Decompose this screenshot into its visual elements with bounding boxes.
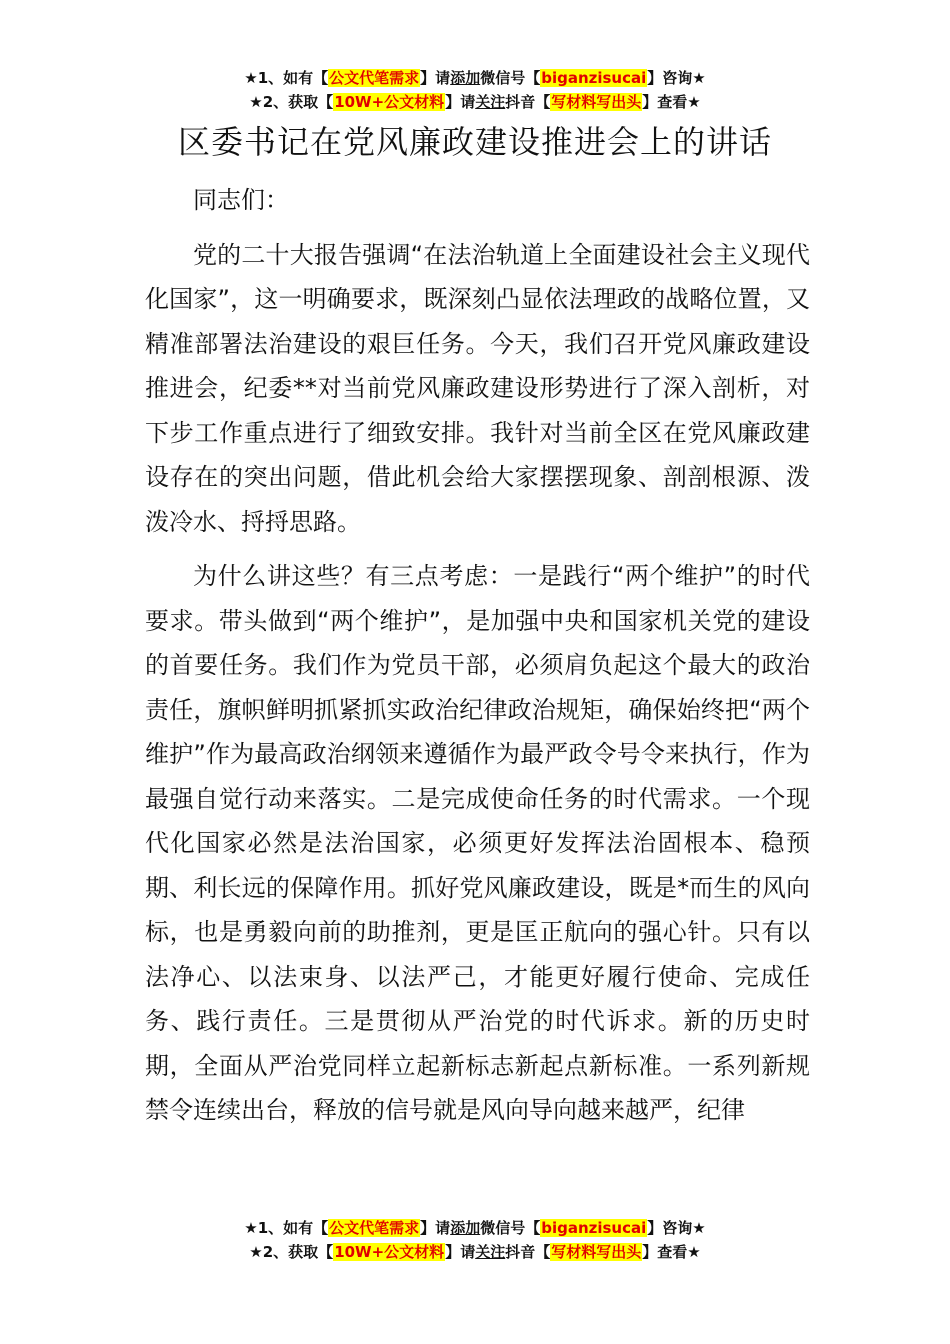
document-body — [145, 178, 810, 1133]
header-promo-banner — [0, 66, 950, 114]
promo-line-2: ★2、获取【10W+公文材料】请关注抖音【写材料写出头】查看★ — [249, 93, 701, 111]
highlight-service: 公文代笔需求 — [329, 1219, 420, 1237]
footer-promo-banner — [0, 1216, 950, 1264]
promo-line-2: ★2、获取【10W+公文材料】请关注抖音【写材料写出头】查看★ — [249, 1243, 701, 1261]
document-title: 区委书记在党风廉政建设推进会上的讲话 — [177, 123, 772, 161]
highlight-materials: 10W+公文材料 — [334, 1243, 445, 1261]
highlight-wechat-id: biganzisucai — [541, 69, 647, 87]
highlight-douyin-account: 写材料写出头 — [551, 1243, 642, 1261]
promo-line-1: ★1、如有【公文代笔需求】请添加微信号【biganzisucai】咨询★ — [244, 69, 706, 87]
highlight-wechat-id: biganzisucai — [541, 1219, 647, 1237]
highlight-douyin-account: 写材料写出头 — [551, 93, 642, 111]
paragraph-2: 为什么讲这些？有三点考虑：一是践行“两个维护”的时代要求。带头做到“两个维护”，是加强中央和国家机关党的建设的首要任务。我们作为党员干部，必须肩负起这个最大的政治责任，旗帜鲜明抓紧抓实政治纪律政治规矩，确保始终把“两个维护”作为最高政治纲领来遵循作为最严政令号令来执行，作为最强自觉行动来落实。二是完成使命任务的时代需求。一个现代化国家必然是法治国家，必须更好发挥法治固根本、稳预期、利长远的保障作用。抓好党风廉政建设，既是*而生的风向标，也是勇毅向前的助推剂，更是匡正航向的强心针。只有以法净心、以法束身、以法严己，才能更好履行使命、完成任务、践行责任。三是贯彻从严治党的时代诉求。新的历史时期，全面从严治党同样立起新标志新起点新标准。一系列新规禁令连续出台，释放的信号就是风向导向越来越严，纪律 — [145, 562, 810, 1124]
highlight-materials: 10W+公文材料 — [334, 93, 445, 111]
paragraph-1: 党的二十大报告强调“在法治轨道上全面建设社会主义现代化国家”，这一明确要求，既深刻凸显依法理政的战略位置，又精准部署法治建设的艰巨任务。今天，我们召开党风廉政建设推进会，纪委**对当前党风廉政建设形势进行了深入剖析，对下步工作重点进行了细致安排。我针对当前全区在党风廉政建设存在的突出问题，借此机会给大家摆摆现象、剖剖根源、泼泼冷水、捋捋思路。 — [145, 240, 810, 536]
highlight-service: 公文代笔需求 — [329, 69, 420, 87]
promo-line-1: ★1、如有【公文代笔需求】请添加微信号【biganzisucai】咨询★ — [244, 1219, 706, 1237]
salutation: 同志们： — [193, 186, 289, 214]
